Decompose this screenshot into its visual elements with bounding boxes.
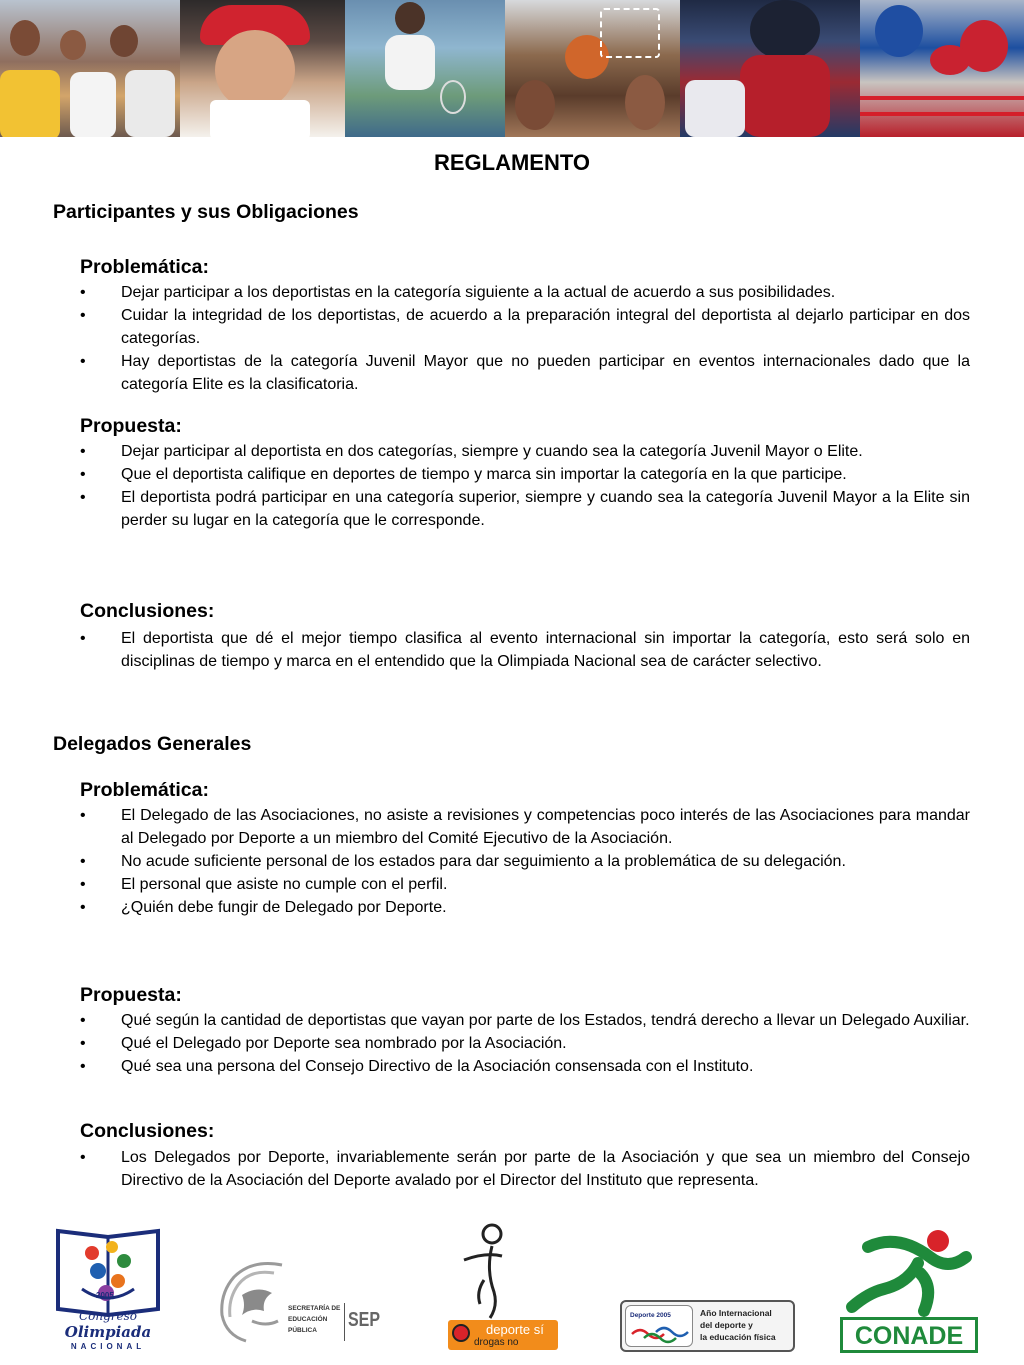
boxing-photo — [860, 0, 1024, 137]
bullet-list — [80, 281, 970, 396]
bullet-list — [80, 804, 970, 919]
section-title-delegados: Delegados Generales — [53, 733, 252, 755]
sep-line1: SECRETARÍA DE — [288, 1305, 341, 1312]
deporte-si-line2: drogas no — [474, 1337, 519, 1348]
congreso-olimpiada-logo — [52, 1223, 164, 1353]
bullet-icon: • — [80, 1035, 86, 1052]
list-item: • Dejar participar a los deportistas en la categoría siguiente a la actual de acuerdo a sus posibilidades. — [80, 281, 970, 304]
badminton-photo — [345, 0, 505, 137]
list-item: • Qué según la cantidad de deportistas que vayan por parte de los Estados, tendrá derecho a llevar un Delegado Auxiliar. — [80, 1009, 970, 1032]
list-item: • No acude suficiente personal de los estados para dar seguimiento a la problemática de su delegación. — [80, 850, 970, 873]
subheading-conclusiones: Conclusiones: — [80, 1120, 215, 1142]
ano-internacional-deporte-logo — [620, 1300, 795, 1352]
athletics-photo — [0, 0, 180, 137]
deporte-2005-badge — [625, 1305, 693, 1347]
list-item: • El personal que asiste no cumple con el perfil. — [80, 873, 970, 896]
conade-wordmark: CONADE — [854, 1322, 964, 1350]
bullet-icon: • — [80, 876, 86, 893]
subheading-problematica: Problemática: — [80, 779, 209, 801]
bullet-list — [80, 627, 970, 673]
bullet-list — [80, 1009, 970, 1078]
conade-wordmark-box — [840, 1317, 978, 1353]
congreso-line3: NACIONAL — [70, 1342, 146, 1351]
baseball-photo — [680, 0, 860, 137]
basketball-photo — [505, 0, 680, 137]
deporte-si-line1: deporte sí — [486, 1322, 544, 1337]
running-figure-icon — [838, 1227, 980, 1317]
bullet-icon: • — [80, 1149, 86, 1166]
bullet-icon: • — [80, 489, 86, 506]
list-item: • El deportista podrá participar en una categoría superior, siempre y cuando sea la categoría Juvenil Mayor a la Elite sin perder su lugar en la categoría que le corresponde. — [80, 486, 970, 532]
list-item: • Los Delegados por Deporte, invariablemente serán por parte de la Asociación y que sea un miembro del Consejo Directivo de la Asociación del Deporte avalado por el Director del Instituto que representa. — [80, 1146, 970, 1192]
stick-figure-icon — [446, 1220, 561, 1320]
list-item: • Que el deportista califique en deportes de tiempo y marca sin importar la categoría en la que participe. — [80, 463, 970, 486]
sep-mark: SEP — [348, 1309, 381, 1331]
list-item: • Cuidar la integridad de los deportistas, de acuerdo a la preparación integral del deportista al dejarlo participar en dos categorías. — [80, 304, 970, 350]
sep-logo — [212, 1253, 381, 1348]
congreso-line1: Congreso — [78, 1309, 138, 1323]
ano-line3: la educación física — [700, 1332, 776, 1342]
deporte-si-drogas-no-logo — [446, 1220, 561, 1352]
sep-line2: EDUCACIÓN — [288, 1316, 328, 1323]
section-title-participantes: Participantes y sus Obligaciones — [53, 201, 359, 223]
bullet-icon: • — [80, 807, 86, 824]
bullet-icon: • — [80, 1012, 86, 1029]
bullet-list — [80, 440, 970, 532]
bullet-icon: • — [80, 307, 86, 324]
list-item: • El deportista que dé el mejor tiempo clasifica al evento internacional sin importar la categoría, esto será solo en disciplinas de tiempo y marca en el entendido que la Olimpiada Nacional sea de carácter selectivo. — [80, 627, 970, 673]
header-photo-banner — [0, 0, 1024, 137]
red-dot-icon — [452, 1324, 470, 1342]
bullet-icon: • — [80, 466, 86, 483]
sep-divider — [344, 1303, 345, 1341]
ano-line2: del deporte y — [700, 1320, 753, 1330]
list-item: • Hay deportistas de la categoría Juvenil Mayor que no pueden participar en eventos internacionales dado que la categoría Elite es la clasificatoria. — [80, 350, 970, 396]
list-item: • ¿Quién debe fungir de Delegado por Deporte. — [80, 896, 970, 919]
footer-logos — [0, 1215, 1024, 1365]
bullet-icon: • — [80, 353, 86, 370]
congreso-line2: Olimpiada — [64, 1323, 152, 1341]
bullet-icon: • — [80, 853, 86, 870]
list-item: • El Delegado de las Asociaciones, no asiste a revisiones y competencias poco interés de las Asociaciones para mandar al Delegado por Deporte a un miembro del Comité Ejecutivo de la Asociación. — [80, 804, 970, 850]
subheading-problematica: Problemática: — [80, 256, 209, 278]
bullet-list — [80, 1146, 970, 1192]
subheading-propuesta: Propuesta: — [80, 415, 182, 437]
bullet-icon: • — [80, 899, 86, 916]
sep-line3: PÚBLICA — [288, 1327, 317, 1334]
congreso-year: 2005 — [96, 1291, 114, 1300]
bullet-icon: • — [80, 630, 86, 647]
conade-logo — [838, 1227, 980, 1355]
bullet-icon: • — [80, 443, 86, 460]
deporte-2005-text: Deporte 2005 — [630, 1312, 671, 1319]
bullet-icon: • — [80, 284, 86, 301]
bullet-icon: • — [80, 1058, 86, 1075]
page-title: REGLAMENTO — [433, 150, 591, 175]
subheading-conclusiones: Conclusiones: — [80, 600, 215, 622]
ano-line1: Año Internacional — [700, 1308, 772, 1318]
list-item: • Dejar participar al deportista en dos categorías, siempre y cuando sea la categoría Juvenil Mayor o Elite. — [80, 440, 970, 463]
list-item: • Qué sea una persona del Consejo Directivo de la Asociación consensada con el Instituto. — [80, 1055, 970, 1078]
chess-photo — [180, 0, 345, 137]
list-item: • Qué el Delegado por Deporte sea nombrado por la Asociación. — [80, 1032, 970, 1055]
colored-waves-icon — [630, 1324, 690, 1344]
subheading-propuesta: Propuesta: — [80, 984, 182, 1006]
mexican-eagle-icon — [212, 1255, 292, 1345]
